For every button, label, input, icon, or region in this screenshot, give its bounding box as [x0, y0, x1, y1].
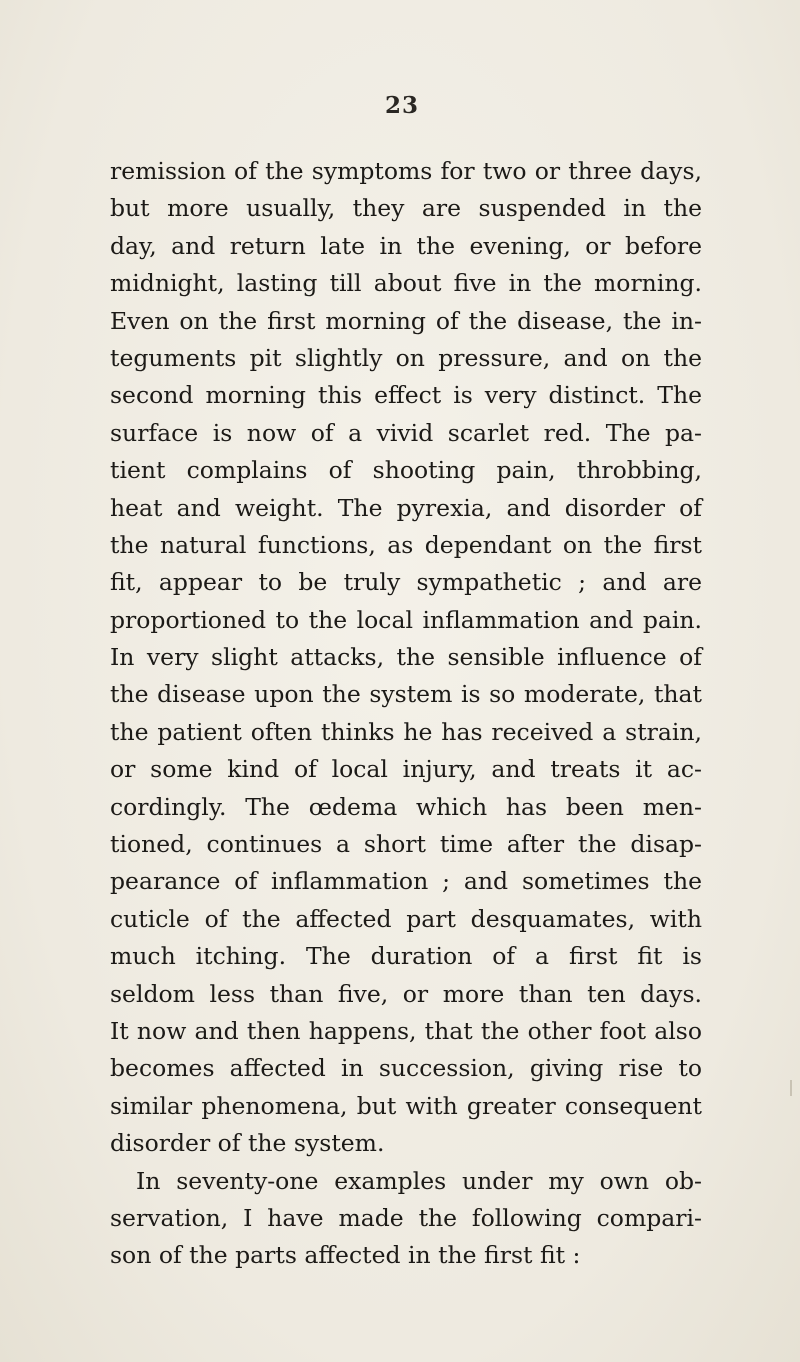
- text-line: teguments pit slightly on pressure, and on the: [110, 343, 702, 372]
- text-line: midnight, lasting till about five in the morning.: [110, 269, 702, 298]
- text-line: becomes affected in succession, giving rise to: [110, 1054, 702, 1083]
- text-line: remission of the symptoms for two or three days,: [110, 157, 702, 185]
- text-line: the patient often thinks he has received a strain,: [110, 717, 702, 746]
- text-line: It now and then happens, that the other foot also: [110, 1016, 702, 1045]
- text-line: proportioned to the local inflammation and pain.: [110, 605, 702, 634]
- text-line-paragraph-start: In seventy-one examples under my own ob-: [136, 1166, 702, 1195]
- body-text: [110, 153, 702, 1275]
- text-line: seldom less than five, or more than ten days.: [110, 979, 702, 1008]
- text-line: tient complains of shooting pain, throbbing,: [110, 456, 702, 485]
- text-line: surface is now of a vivid scarlet red. The pa-: [110, 418, 702, 447]
- text-line: similar phenomena, but with greater consequent: [110, 1091, 702, 1120]
- text-line: cuticle of the affected part desquamates, with: [110, 904, 702, 933]
- text-line: or some kind of local injury, and treats it ac-: [110, 755, 702, 784]
- text-line-paragraph-end: disorder of the system.: [110, 1129, 385, 1158]
- text-line: second morning this effect is very distinct. The: [110, 381, 702, 410]
- text-line: servation, I have made the following compari-: [110, 1203, 702, 1232]
- text-line: tioned, continues a short time after the disap-: [110, 830, 702, 859]
- text-line: the disease upon the system is so moderate, that: [110, 680, 702, 709]
- text-line: fit, appear to be truly sympathetic ; and are: [110, 568, 702, 597]
- text-line-final: son of the parts affected in the first fit :: [110, 1241, 581, 1270]
- text-line: much itching. The duration of a first fit is: [110, 942, 702, 971]
- text-line: Even on the first morning of the disease, the in-: [110, 306, 702, 335]
- text-line: but more usually, they are suspended in the: [110, 194, 702, 223]
- text-line: In very slight attacks, the sensible influence of: [110, 643, 702, 672]
- text-line: heat and weight. The pyrexia, and disorder of: [110, 493, 702, 522]
- text-line: pearance of inflammation ; and sometimes the: [110, 867, 702, 896]
- text-line: the natural functions, as dependant on the first: [110, 530, 702, 559]
- text-line: day, and return late in the evening, or before: [110, 231, 702, 260]
- page-number: 23: [385, 92, 420, 119]
- text-line: cordingly. The œdema which has been men-: [110, 792, 702, 821]
- page-edge-mark: [790, 1080, 792, 1096]
